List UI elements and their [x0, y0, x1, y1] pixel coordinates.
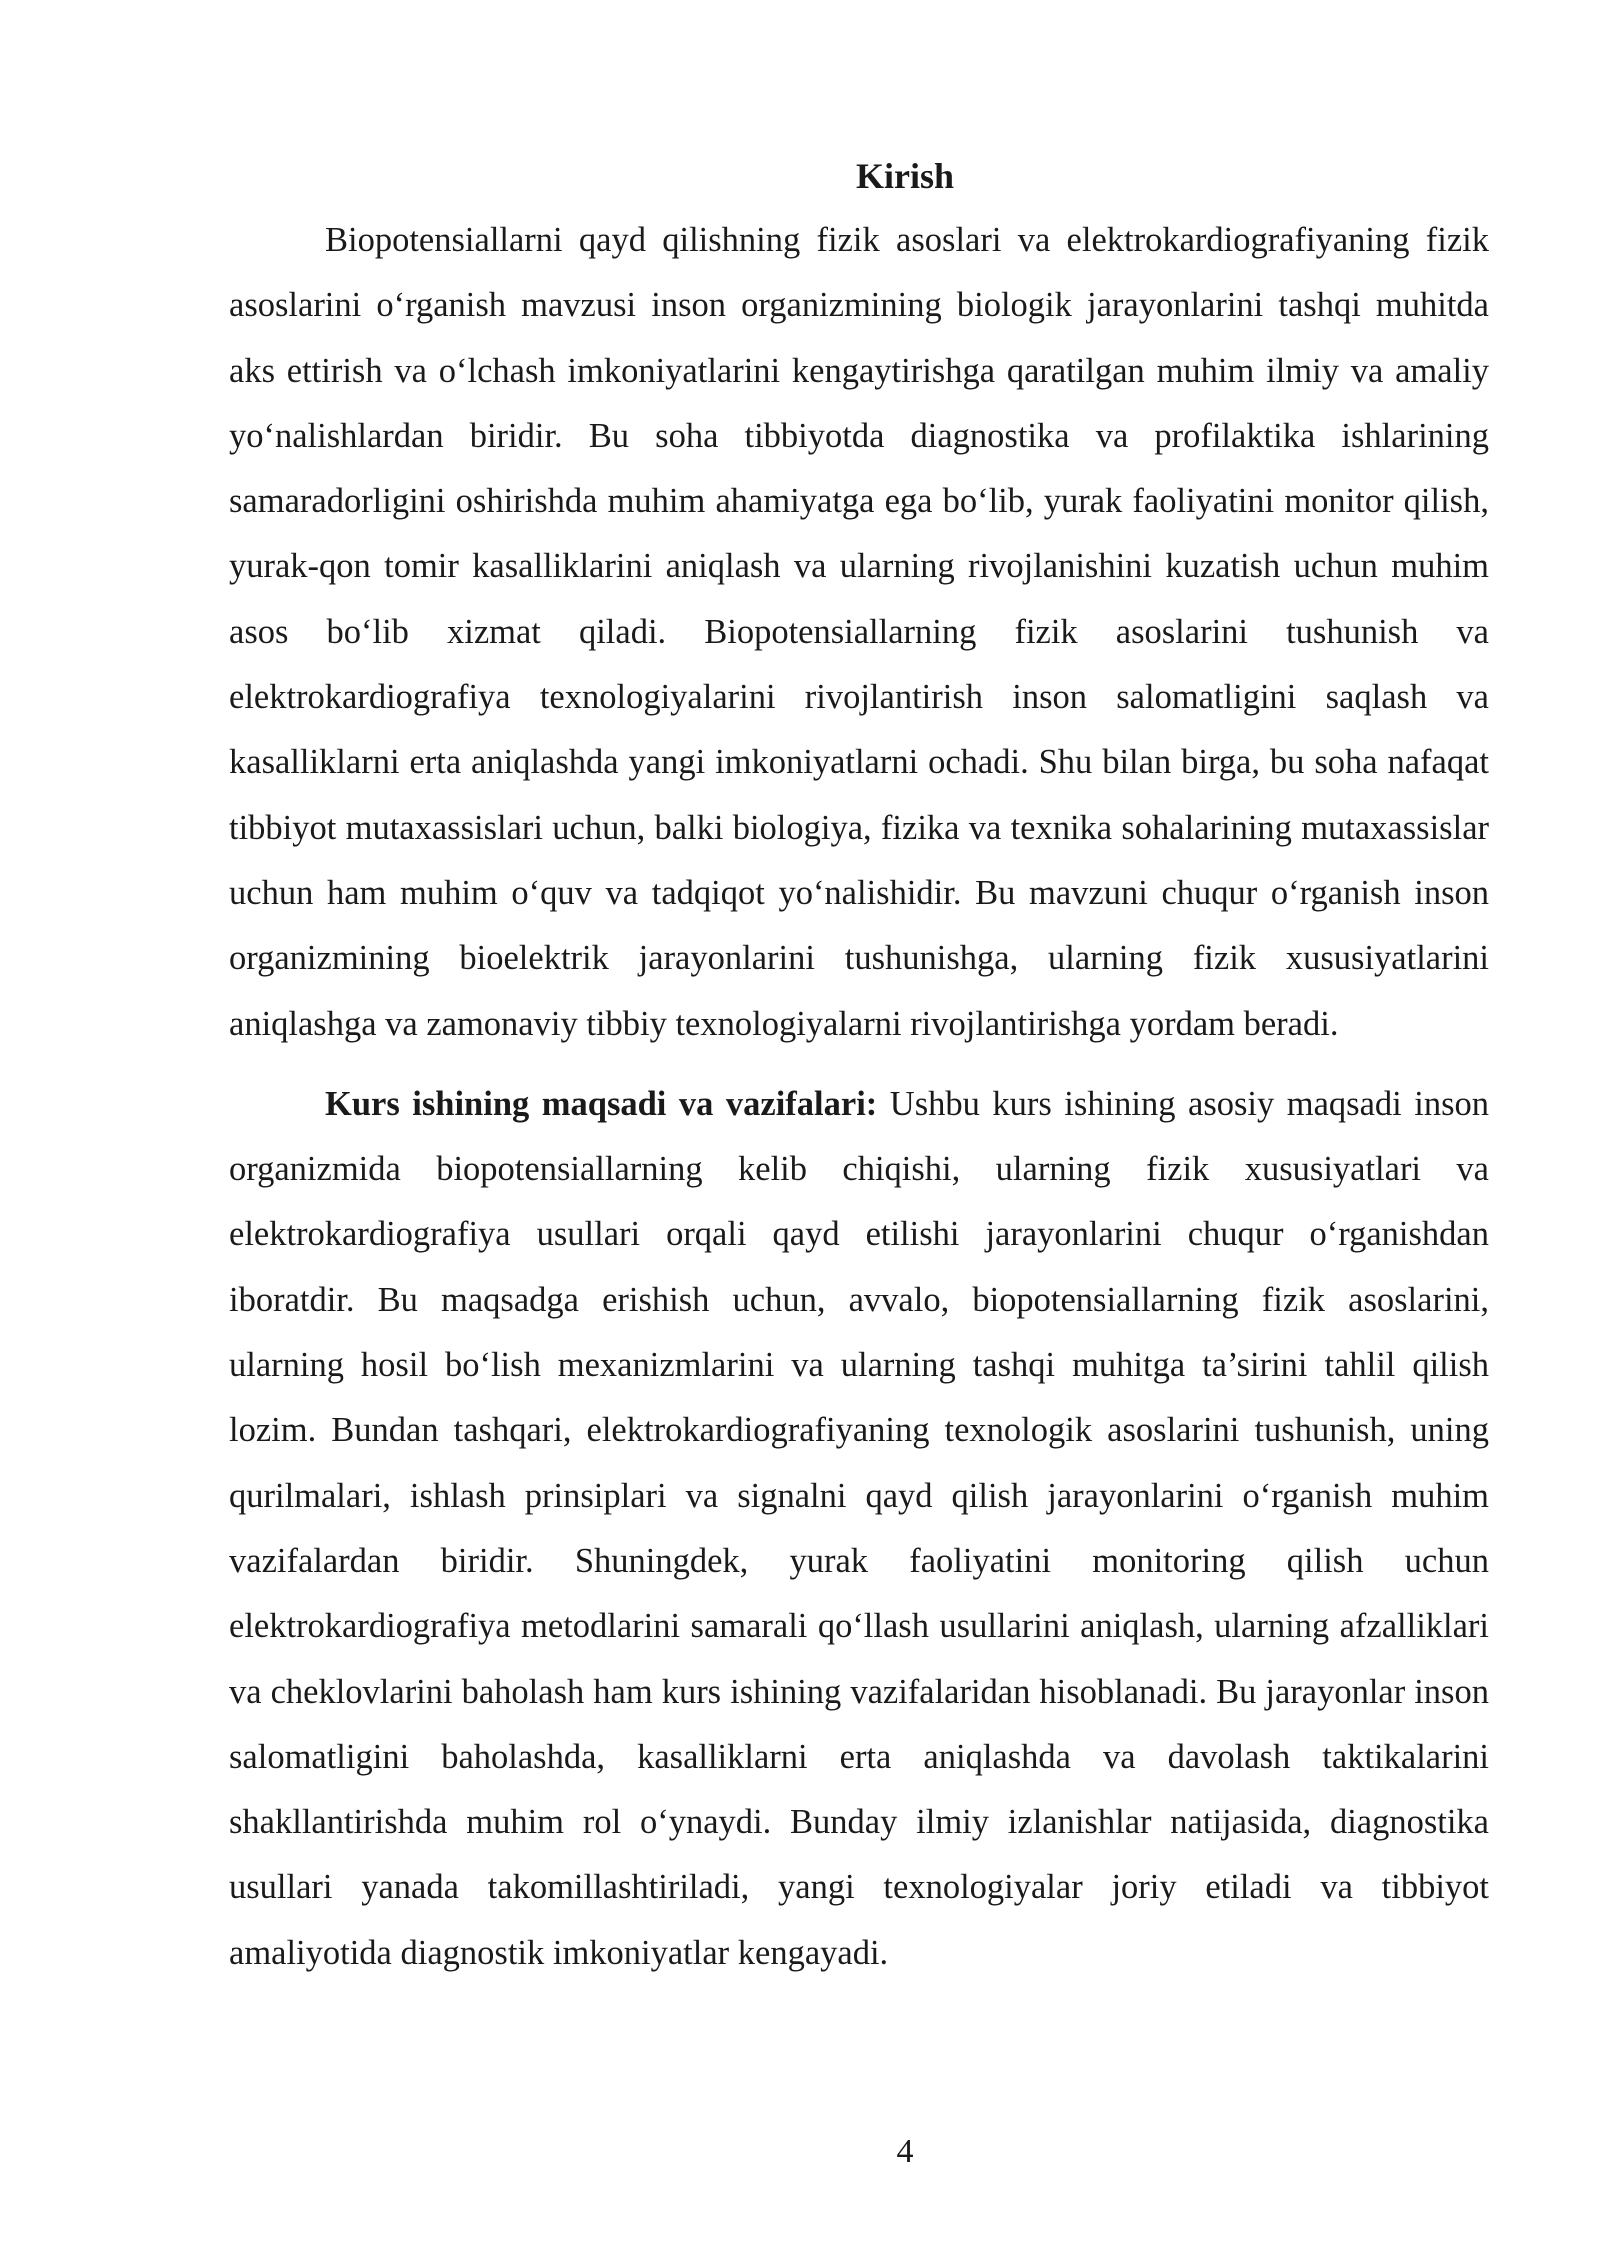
section-heading: Kirish [855, 156, 954, 196]
paragraph-goals [229, 1072, 1489, 1986]
paragraph-goals-lead: Kurs ishining maqsadi va vazifalari: [325, 1084, 878, 1123]
page-number: 4 [896, 2133, 914, 2170]
paragraph-goals-text: Ushbu kurs ishining asosiy maqsadi inson organizmida biopotensiallarning kelib chiqishi, ularning fizik xususiyatlari va elektrokardiografiya usullari orqali qayd etilishi jarayonlarini chuqur o‘rganishdan iboratdir. Bu maqsadga erishish uchun, avvalo, biopotensiallarning fizik asoslarini, ularning hosil bo‘lish mexanizmlarini va ularning tashqi muhitga ta’sirini tahlil qilish lozim. Bundan tashqari, elektrokardiografiyaning texnologik asoslarini tushunish, uning qurilmalari, ishlash prinsiplari va signalni qayd qilish jarayonlarini o‘rganish muhim vazifalardan biridir. Shuningdek, yurak faoliyatini monitoring qilish uchun elektrokardiografiya metodlarini samarali qo‘llash usullarini aniqlash, ularning afzalliklari va cheklovlarini baholash ham kurs ishining vazifalaridan hisoblanadi. Bu jarayonlar inson salomatligini baholashda, kasalliklarni erta aniqlashda va davolash taktikalarini shakllantirishda muhim rol o‘ynaydi. Bunday ilmiy izlanishlar natijasida, diagnostika usullari yanada takomillashtiriladi, yangi texnologiyalar joriy etiladi va tibbiyot amaliyotida diagnostik imkoniyatlar kengayadi. [229, 1084, 1489, 1972]
paragraph-introduction: Biopotensiallarni qayd qilishning fizik asoslari va elektrokardiografiyaning fizik asoslarini o‘rganish mavzusi inson organizmining biologik jarayonlarini tashqi muhitda aks ettirish va o‘lchash imkoniyatlarini kengaytirishga qaratilgan muhim ilmiy va amaliy yo‘nalishlardan biridir. Bu soha tibbiyotda diagnostika va profilaktika ishlarining samaradorligini oshirishda muhim ahamiyatga ega bo‘lib, yurak faoliyatini monitor qilish, yurak-qon tomir kasalliklarini aniqlash va ularning rivojlanishini kuzatish uchun muhim asos bo‘lib xizmat qiladi. Biopotensiallarning fizik asoslarini tushunish va elektrokardiografiya texnologiyalarini rivojlantirish inson salomatligini saqlash va kasalliklarni erta aniqlashda yangi imkoniyatlarni ochadi. Shu bilan birga, bu soha nafaqat tibbiyot mutaxassislari uchun, balki biologiya, fizika va texnika sohalarining mutaxassislar uchun ham muhim o‘quv va tadqiqot yo‘nalishidir. Bu mavzuni chuqur o‘rganish inson organizmining bioelektrik jarayonlarini tushunishga, ularning fizik xususiyatlarini aniqlashga va zamonaviy tibbiy texnologiyalarni rivojlantirishga yordam beradi. [229, 221, 1489, 1043]
body-text [229, 208, 1489, 1986]
